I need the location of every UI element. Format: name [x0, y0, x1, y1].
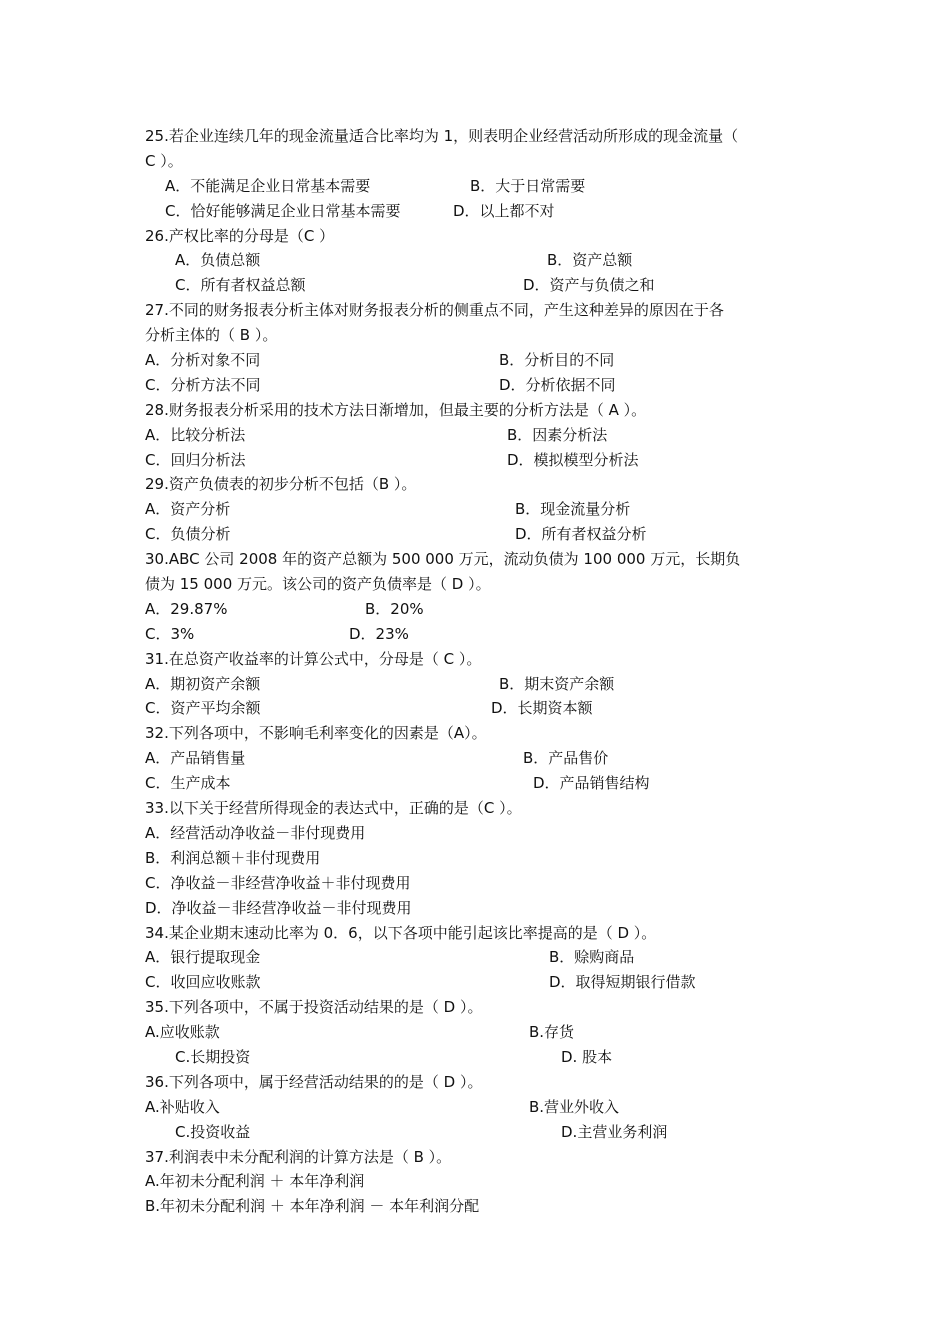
option-row: [145, 1120, 810, 1145]
answer-option: B.存货: [529, 1023, 575, 1042]
question-stem: [145, 796, 810, 821]
question-stem-text: 25.若企业连续几年的现金流量适合比率均为 1，则表明企业经营活动所形成的现金流量（: [145, 127, 739, 145]
question-stem-text: C ）。: [145, 151, 183, 170]
option-row: [145, 771, 810, 796]
option-row: [145, 821, 810, 846]
answer-option: D．以上都不对: [453, 201, 555, 220]
answer-option: A．资产分析: [145, 500, 231, 519]
option-row: [145, 1020, 810, 1045]
answer-option: C．净收益－非经营净收益＋非付现费用: [145, 873, 411, 892]
question-list: [145, 124, 810, 1219]
answer-option: C．资产平均余额: [145, 699, 261, 718]
answer-option: A.年初未分配利润 ＋ 本年净利润: [145, 1172, 365, 1191]
option-row: [145, 423, 810, 448]
answer-option: A.补贴收入: [145, 1097, 220, 1116]
option-row: [145, 970, 810, 995]
question-stem-text: 26.产权比率的分母是（C ）: [145, 226, 335, 245]
answer-option: D.主营业务利润: [561, 1122, 668, 1141]
option-row: [145, 1194, 810, 1219]
option-row: [145, 1169, 810, 1194]
answer-option: B．期末资产余额: [499, 674, 615, 693]
answer-option: C.投资收益: [175, 1122, 251, 1141]
question-stem: [145, 398, 810, 423]
question-stem-text: 28.财务报表分析采用的技术方法日渐增加，但最主要的分析方法是（ A ）。: [145, 400, 647, 419]
option-row: [145, 1095, 810, 1120]
answer-option: B．产品售价: [523, 749, 609, 768]
answer-option: D．净收益－非经营净收益－非付现费用: [145, 898, 412, 917]
option-row: [145, 373, 810, 398]
option-row: [145, 522, 810, 547]
answer-option: B．分析目的不同: [499, 351, 615, 370]
option-row: [145, 746, 810, 771]
answer-option: B．因素分析法: [507, 425, 608, 444]
answer-option: A．产品销售量: [145, 749, 246, 768]
option-row: [145, 896, 810, 921]
question-stem: [145, 572, 810, 597]
answer-option: D. 股本: [561, 1047, 613, 1066]
question-stem-text: 37.利润表中未分配利润的计算方法是（ B ）。: [145, 1147, 452, 1166]
answer-option: D．产品销售结构: [533, 774, 650, 793]
answer-option: D．分析依据不同: [499, 375, 616, 394]
question-stem-text: 债为 15 000 万元。该公司的资产负债率是（ D ）。: [145, 575, 491, 594]
option-row: [145, 1045, 810, 1070]
answer-option: B.营业外收入: [529, 1097, 620, 1116]
question-stem: [145, 149, 810, 174]
question-stem: [145, 547, 810, 572]
answer-option: B．赊购商品: [549, 948, 635, 967]
answer-option: A．29.87%: [145, 599, 228, 618]
question-stem-text: 31.在总资产收益率的计算公式中，分母是（ C ）。: [145, 649, 482, 668]
answer-option: C．分析方法不同: [145, 375, 261, 394]
option-row: [145, 248, 810, 273]
answer-option: B．20%: [365, 599, 424, 618]
question-stem: [145, 323, 810, 348]
question-stem-text: 36.下列各项中，属于经营活动结果的的是（ D ）。: [145, 1072, 483, 1091]
question-stem: [145, 647, 810, 672]
option-row: [145, 871, 810, 896]
answer-option: D．23%: [349, 624, 409, 643]
answer-option: C．收回应收账款: [145, 973, 261, 992]
option-row: [145, 174, 810, 199]
question-stem: [145, 1070, 810, 1095]
answer-option: B.年初未分配利润 ＋ 本年净利润 － 本年利润分配: [145, 1197, 480, 1216]
question-stem-text: 29.资产负债表的初步分析不包括（B ）。: [145, 475, 417, 494]
answer-option: B．大于日常需要: [470, 176, 586, 195]
question-stem-text: 分析主体的（ B ）。: [145, 326, 278, 345]
answer-option: A．分析对象不同: [145, 351, 261, 370]
answer-option: A．期初资产余额: [145, 674, 261, 693]
question-stem: [145, 124, 810, 149]
answer-option: C．3%: [145, 624, 195, 643]
question-stem: [145, 921, 810, 946]
question-stem: [145, 721, 810, 746]
answer-option: D．长期资本额: [491, 699, 593, 718]
question-stem-text: 30.ABC 公司 2008 年的资产总额为 500 000 万元，流动负债为 100 000 万元，长期负: [145, 550, 741, 569]
answer-option: B．利润总额＋非付现费用: [145, 848, 321, 867]
question-stem-text: 32.下列各项中，不影响毛利率变化的因素是（A）。: [145, 724, 487, 743]
question-stem-text: 35.下列各项中，不属于投资活动结果的是（ D ）。: [145, 998, 483, 1017]
answer-option: D．资产与负债之和: [523, 276, 655, 295]
option-row: [145, 696, 810, 721]
answer-option: D．模拟模型分析法: [507, 450, 639, 469]
option-row: [145, 199, 810, 224]
question-stem-text: 33.以下关于经营所得现金的表达式中，正确的是（C ）。: [145, 799, 522, 818]
answer-option: C．负债分析: [145, 525, 231, 544]
option-row: [145, 497, 810, 522]
answer-option: D．所有者权益分析: [515, 525, 647, 544]
answer-option: A．负债总额: [175, 251, 261, 270]
option-row: [145, 448, 810, 473]
answer-option: B．资产总额: [547, 251, 633, 270]
question-stem: [145, 298, 810, 323]
answer-option: C．恰好能够满足企业日常基本需要: [165, 201, 401, 220]
answer-option: C．回归分析法: [145, 450, 246, 469]
question-stem: [145, 1145, 810, 1170]
answer-option: A.应收账款: [145, 1023, 220, 1042]
answer-option: D．取得短期银行借款: [549, 973, 696, 992]
option-row: [145, 622, 810, 647]
answer-option: B．现金流量分析: [515, 500, 631, 519]
question-stem: [145, 995, 810, 1020]
answer-option: C.长期投资: [175, 1047, 251, 1066]
question-stem: [145, 224, 810, 249]
answer-option: A．经营活动净收益－非付现费用: [145, 823, 366, 842]
answer-option: A．银行提取现金: [145, 948, 261, 967]
option-row: [145, 672, 810, 697]
option-row: [145, 273, 810, 298]
question-stem-text: 34.某企业期末速动比率为 0．6，以下各项中能引起该比率提高的是（ D ）。: [145, 923, 657, 942]
answer-option: C．生产成本: [145, 774, 231, 793]
option-row: [145, 597, 810, 622]
answer-option: C．所有者权益总额: [175, 276, 306, 295]
question-stem-text: 27.不同的财务报表分析主体对财务报表分析的侧重点不同，产生这种差异的原因在于各: [145, 301, 724, 320]
answer-option: A．比较分析法: [145, 425, 246, 444]
question-stem: [145, 472, 810, 497]
option-row: [145, 846, 810, 871]
answer-option: A．不能满足企业日常基本需要: [165, 176, 371, 195]
option-row: [145, 945, 810, 970]
option-row: [145, 348, 810, 373]
